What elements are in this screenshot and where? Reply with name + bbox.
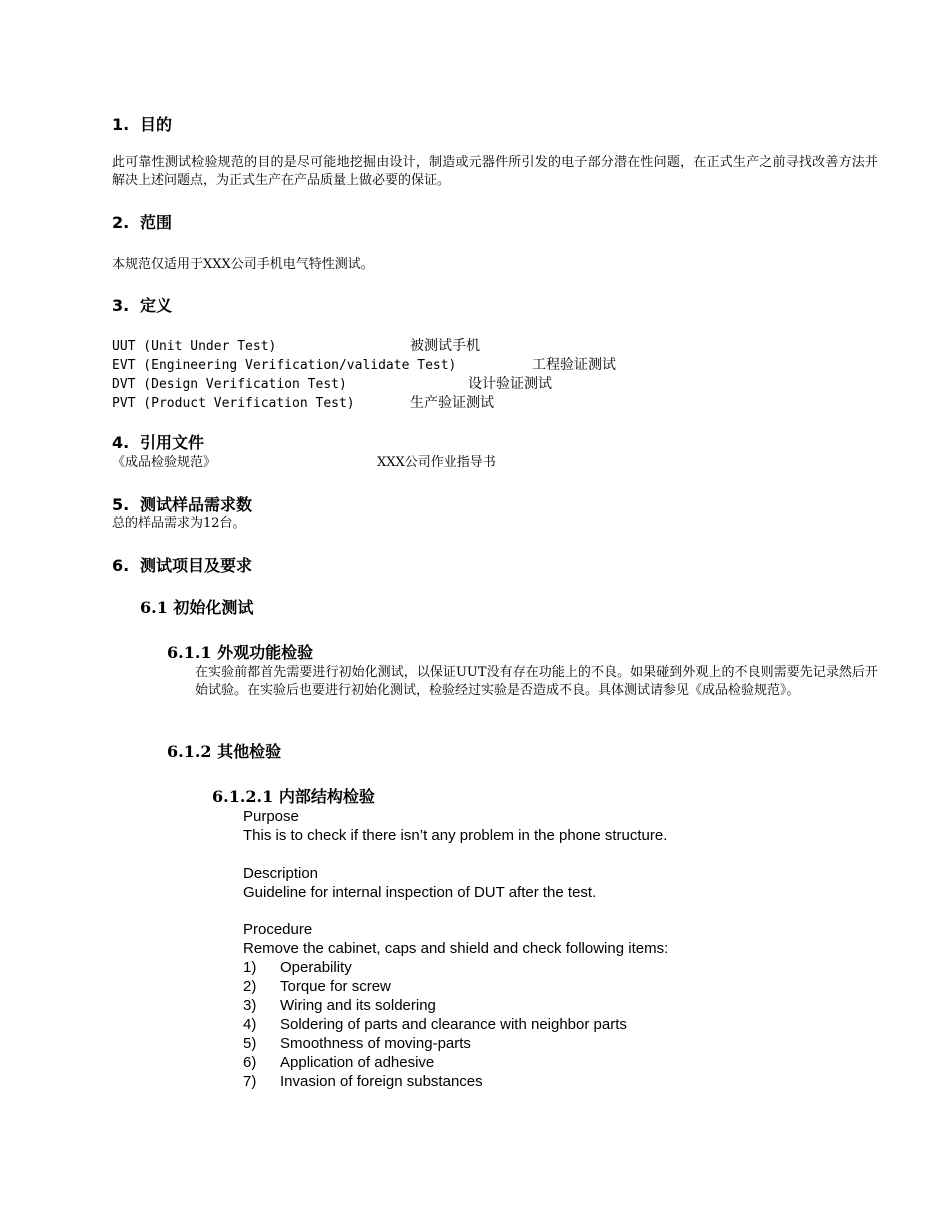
definition-term: DVT (Design Verification Test) [112, 377, 347, 392]
reference-doc: 《成品检验规范》 [112, 455, 217, 470]
definition-row [112, 337, 672, 356]
list-item-text: Torque for screw [280, 978, 391, 995]
section-number: 1. [112, 115, 130, 134]
procedure-label: Procedure [243, 921, 313, 938]
list-item-number: 3) [243, 997, 257, 1014]
definition-desc: 设计验证测试 [468, 376, 552, 392]
purpose-label: Purpose [243, 808, 299, 825]
section-number: 2. [112, 213, 130, 232]
definition-row [112, 356, 672, 375]
list-item-text: Soldering of parts and clearance with neighbor parts [280, 1016, 627, 1033]
subsection-heading-init-test: 6.1 初始化测试 [140, 598, 254, 617]
definition-term: UUT (Unit Under Test) [112, 339, 277, 354]
samples-paragraph: 总的样品需求为12台。 [112, 516, 246, 531]
section-heading-definitions [112, 296, 172, 316]
section-title: 定义 [140, 296, 173, 315]
section-title: 测试样品需求数 [140, 495, 253, 514]
subsection-heading-appearance: 6.1.1 外观功能检验 [167, 643, 314, 662]
definition-desc: 工程验证测试 [532, 357, 616, 373]
list-item-number: 7) [243, 1073, 257, 1090]
appearance-paragraph: 在实验前都首先需要进行初始化测试，以保证UUT没有存在功能上的不良。如果碰到外观上的不良则需要先记录然后开始试验。在实验后也要进行初始化测试，检验经过实验是否造成不良。具体测试请参见《成品检验规范》。 [195, 665, 878, 698]
list-item-text: Operability [280, 959, 352, 976]
section-title: 范围 [140, 213, 173, 232]
definition-row [112, 375, 672, 394]
section-heading-scope [112, 213, 172, 233]
section-heading-test-items [112, 556, 252, 576]
definition-desc: 生产验证测试 [410, 395, 494, 411]
definition-term: EVT (Engineering Verification/validate Test) [112, 358, 457, 373]
procedure-list [243, 958, 743, 1091]
section-number: 4. [112, 433, 130, 452]
definition-row [112, 394, 672, 413]
definition-term: PVT (Product Verification Test) [112, 396, 355, 411]
list-item-number: 6) [243, 1054, 257, 1071]
section-title: 测试项目及要求 [140, 556, 253, 575]
list-item-text: Invasion of foreign substances [280, 1073, 483, 1090]
definition-desc: 被测试手机 [410, 338, 480, 354]
purpose-paragraph: 此可靠性测试检验规范的目的是尽可能地挖掘由设计，制造或元器件所引发的电子部分潜在性问题，在正式生产之前寻找改善方法并解决上述问题点，为正式生产在产品质量上做必要的保证。 [112, 155, 878, 188]
procedure-text: Remove the cabinet, caps and shield and check following items: [243, 940, 669, 957]
list-item-number: 5) [243, 1035, 257, 1052]
description-text: Guideline for internal inspection of DUT after the test. [243, 884, 597, 901]
list-item-text: Application of adhesive [280, 1054, 435, 1071]
list-item-number: 1) [243, 959, 257, 976]
list-item-number: 4) [243, 1016, 257, 1033]
section-number: 5. [112, 495, 130, 514]
section-title: 引用文件 [140, 433, 205, 452]
section-number: 6. [112, 556, 130, 575]
reference-doc: XXX公司作业指导书 [377, 455, 496, 470]
subsection-heading-other: 6.1.2 其他检验 [167, 742, 282, 761]
list-item-text: Wiring and its soldering [280, 997, 436, 1014]
subsection-heading-internal: 6.1.2.1 内部结构检验 [212, 787, 375, 806]
section-heading-references [112, 433, 204, 453]
purpose-text: This is to check if there isn’t any problem in the phone structure. [243, 827, 668, 844]
description-label: Description [243, 865, 319, 882]
section-heading-purpose [112, 115, 172, 135]
list-item-number: 2) [243, 978, 257, 995]
section-number: 3. [112, 296, 130, 315]
list-item-text: Smoothness of moving-parts [280, 1035, 471, 1052]
scope-paragraph: 本规范仅适用于XXX公司手机电气特性测试。 [112, 257, 374, 272]
section-title: 目的 [140, 115, 173, 134]
section-heading-samples [112, 495, 252, 515]
